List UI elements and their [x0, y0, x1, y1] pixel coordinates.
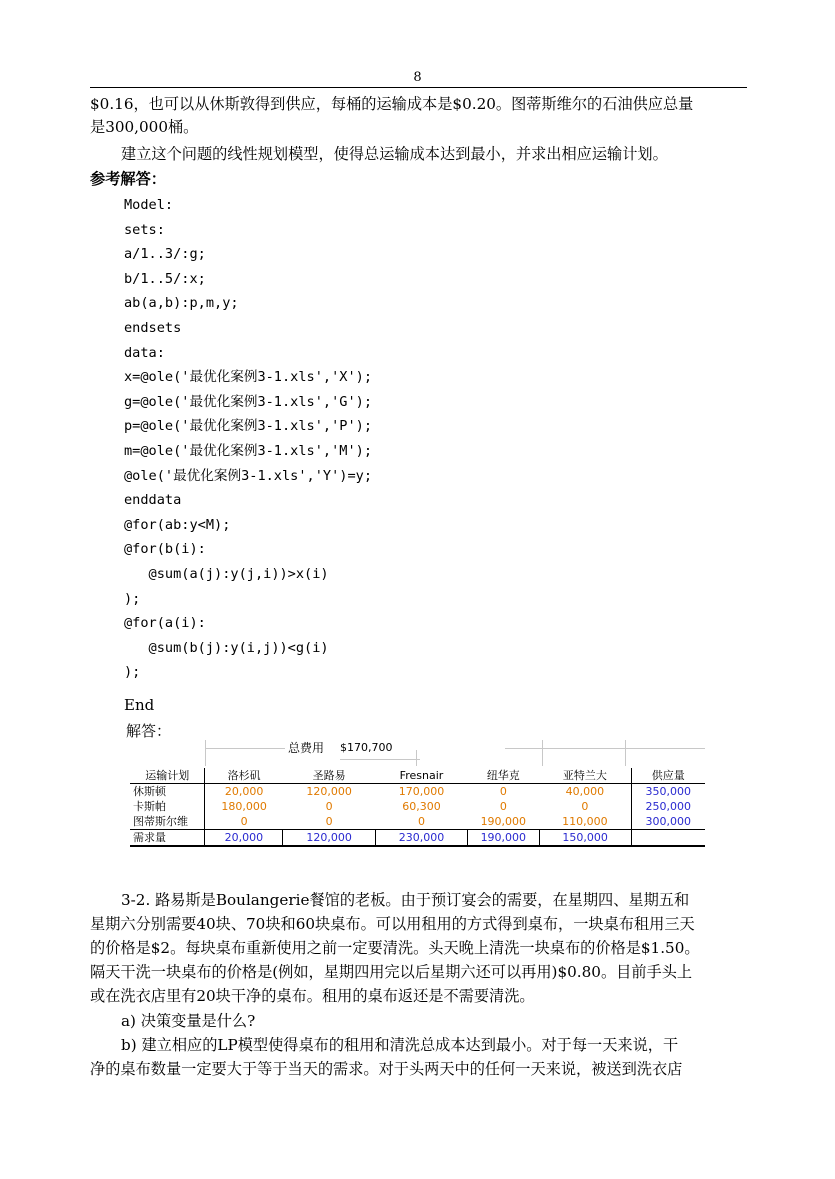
paragraph-line: 3-2. 路易斯是Boulangerie餐馆的老板。由于预订宴会的需要，在星期四、星期五和	[121, 891, 690, 909]
paragraph-line: 的价格是$2。每块桌布重新使用之前一定要清洗。头天晚上清洗一块桌布的价格是$1.50。	[90, 939, 700, 957]
code-line: @for(a(i):	[124, 615, 206, 632]
table-cell: 170,000	[398, 784, 445, 798]
code-line: @sum(a(j):y(j,i))>x(i)	[124, 565, 329, 582]
code-line: m=@ole('最优化案例3-1.xls','M');	[124, 442, 373, 459]
row-header: 休斯顿	[130, 784, 205, 800]
code-line: p=@ole('最优化案例3-1.xls','P');	[124, 418, 373, 435]
table-row	[130, 814, 705, 830]
code-line: endsets	[124, 319, 182, 336]
code-line: Model:	[124, 197, 174, 213]
code-end: End	[124, 696, 155, 714]
table-cell: 0	[581, 799, 589, 813]
code-line: data:	[124, 344, 165, 361]
row-header: 卡斯帕	[130, 799, 205, 814]
table-cell: 0	[499, 784, 507, 798]
column-header: 洛杉矶	[205, 768, 283, 784]
code-line: @for(b(i):	[124, 541, 206, 558]
grid-line	[340, 759, 420, 760]
header-rule	[90, 87, 747, 88]
demand-row	[130, 830, 705, 847]
column-header: 纽华克	[467, 768, 539, 784]
table-cell: 180,000	[221, 799, 267, 813]
demand-cell: 150,000	[539, 830, 631, 847]
supply-cell: 300,000	[631, 814, 705, 830]
list-item-a: a) 决策变量是什么?	[121, 1012, 256, 1030]
table-cell: 120,000	[306, 784, 352, 798]
grid-line	[505, 748, 705, 749]
table-cell: 0	[417, 814, 425, 828]
grid-line	[205, 740, 206, 766]
table-header-row	[130, 768, 705, 784]
column-header: 圣路易	[283, 768, 376, 784]
code-line: a/1..3/:g;	[124, 246, 206, 263]
column-header: 亚特兰大	[539, 768, 631, 784]
code-block	[124, 193, 372, 685]
paragraph-line: 星期六分别需要40块、70块和60块桌布。可以用租用的方式得到桌布，一块桌布租用三天	[90, 915, 695, 933]
grid-line	[625, 740, 626, 766]
table-row	[130, 799, 705, 814]
code-line: enddata	[124, 492, 182, 509]
grid-line	[205, 748, 285, 749]
supply-cell: 350,000	[631, 784, 705, 800]
demand-cell: 120,000	[283, 830, 376, 847]
code-line: sets:	[124, 221, 165, 238]
solution-label: 解答：	[126, 722, 172, 740]
column-header: Fresnair	[376, 768, 468, 784]
code-line: x=@ole('最优化案例3-1.xls','X');	[124, 369, 373, 386]
table-cell: 0	[240, 814, 248, 828]
code-line: ab(a,b):p,m,y;	[124, 295, 239, 312]
paragraph-line: 是300,000桶。	[90, 118, 199, 136]
paragraph-line: 净的桌布数量一定要大于等于当天的需求。对于头两天中的任何一天来说，被送到洗衣店	[90, 1060, 683, 1078]
code-line: b/1..5/:x;	[124, 270, 206, 287]
demand-cell: 20,000	[205, 830, 283, 847]
demand-cell: 190,000	[467, 830, 539, 847]
paragraph-line: $0.16，也可以从休斯敦得到供应，每桶的运输成本是$0.20。图蒂斯维尔的石油供应总量	[90, 95, 694, 113]
spreadsheet	[130, 738, 705, 863]
table-corner: 运输计划	[130, 768, 205, 784]
paragraph: 建立这个问题的线性规划模型，使得总运输成本达到最小，并求出相应运输计划。	[121, 145, 668, 163]
table-cell: 0	[499, 799, 507, 813]
code-line: g=@ole('最优化案例3-1.xls','G');	[124, 393, 373, 410]
grid-line	[542, 740, 543, 766]
supply-cell: 250,000	[631, 799, 705, 814]
paragraph-line: 或在洗衣店里有20块干净的桌布。租用的桌布返还是不需要清洗。	[90, 987, 535, 1005]
demand-cell: 230,000	[376, 830, 468, 847]
grid-line	[416, 750, 417, 766]
total-cost-label: 总费用	[288, 741, 325, 755]
list-item-b: b) 建立相应的LP模型使得桌布的租用和清洗总成本达到最小。对于每一天来说，干	[121, 1036, 679, 1054]
answer-heading: 参考解答：	[90, 170, 166, 188]
row-header: 图蒂斯尔维	[130, 814, 205, 830]
code-line: @sum(b(j):y(i,j))<g(i)	[124, 639, 329, 656]
row-header: 需求量	[130, 830, 205, 847]
table-cell: 60,300	[402, 799, 441, 813]
page-number: 8	[413, 70, 422, 85]
code-line: );	[124, 590, 141, 607]
code-line: @for(ab:y<M);	[124, 516, 231, 533]
total-cost-value: $170,700	[340, 741, 393, 754]
table-cell: 40,000	[565, 784, 605, 798]
transport-table	[130, 768, 705, 847]
code-line: );	[124, 664, 141, 681]
table-row	[130, 784, 705, 800]
table-cell: 20,000	[224, 784, 264, 798]
table-cell: 190,000	[480, 814, 527, 828]
table-cell: 0	[325, 814, 333, 828]
code-line: @ole('最优化案例3-1.xls','Y')=y;	[124, 467, 373, 484]
column-header: 供应量	[631, 768, 705, 784]
paragraph-line: 隔天干洗一块桌布的价格是(例如，星期四用完以后星期六还可以再用)$0.80。目前手头上	[90, 963, 693, 981]
table-cell: 110,000	[562, 814, 608, 828]
empty-cell	[631, 830, 705, 847]
table-cell: 0	[325, 799, 333, 813]
